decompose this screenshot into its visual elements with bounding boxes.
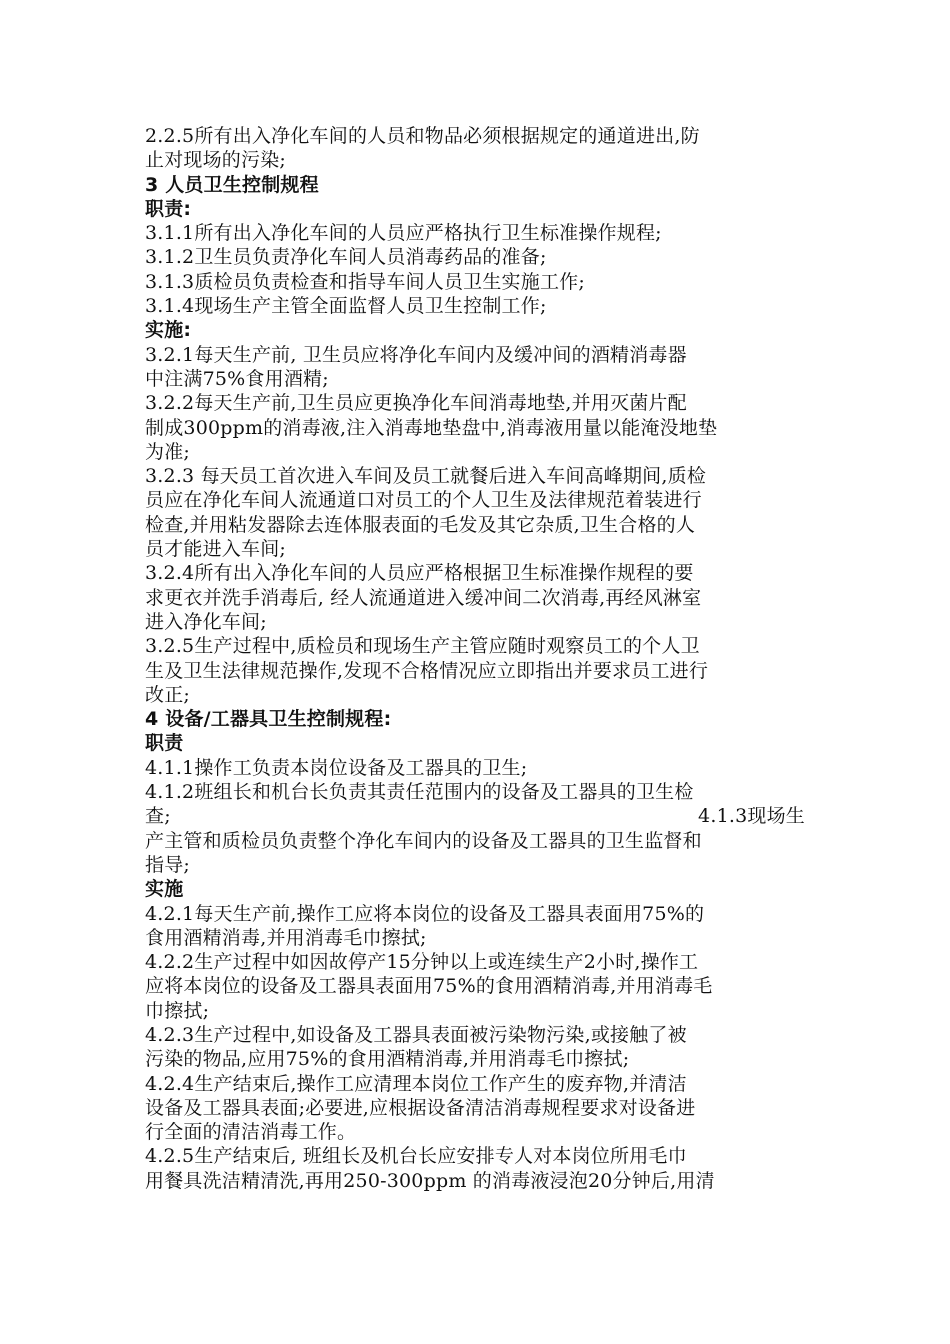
text-line: 4.1.1操作工负责本岗位设备及工器具的卫生; <box>145 756 528 779</box>
subsection-heading: 职责 <box>145 732 184 755</box>
text-line: 中注满75%食用酒精; <box>145 367 329 390</box>
text-line: 3.2.3 每天员工首次进入车间及员工就餐后进入车间高峰期间,质检 <box>145 465 707 488</box>
text-line: 进入净化车间; <box>145 610 267 633</box>
text-line: 4.2.2生产过程中如因故停产15分钟以上或连续生产2小时,操作工 <box>145 951 699 974</box>
text-line: 3.2.2每天生产前,卫生员应更换净化车间消毒地垫,并用灭菌片配 <box>145 392 687 415</box>
text-line: 4.1.2班组长和机台长负责其责任范围内的设备及工器具的卫生检 <box>145 781 694 804</box>
text-line: 员应在净化车间人流通道口对员工的个人卫生及法律规范着装进行 <box>145 489 702 512</box>
text-line: 4.2.4生产结束后,操作工应清理本岗位工作产生的废弃物,并清洁 <box>145 1072 687 1095</box>
text-line: 3.2.1每天生产前, 卫生员应将净化车间内及缓冲间的酒精消毒器 <box>145 343 687 366</box>
text-line: 改正; <box>145 683 191 706</box>
text-line: 巾擦拭; <box>145 999 210 1022</box>
text-line: 指导; <box>145 853 191 876</box>
text-line: 行全面的清洁消毒工作。 <box>145 1121 357 1144</box>
document-page <box>145 124 805 1193</box>
text-line: 员才能进入车间; <box>145 538 287 561</box>
text-line: 产主管和质检员负责整个净化车间内的设备及工器具的卫生监督和 <box>145 829 702 852</box>
text-line: 止对现场的污染; <box>145 149 287 172</box>
text-line: 应将本岗位的设备及工器具表面用75%的食用酒精消毒,并用消毒毛 <box>145 975 713 998</box>
text-line: 食用酒精消毒,并用消毒毛巾擦拭; <box>145 926 427 949</box>
text-line: 3.1.3质检员负责检查和指导车间人员卫生实施工作; <box>145 270 585 293</box>
text-line: 设备及工器具表面;必要进,应根据设备清洁消毒规程要求对设备进 <box>145 1096 696 1119</box>
text-line: 3.1.4现场生产主管全面监督人员卫生控制工作; <box>145 295 547 318</box>
text-line: 4.2.1每天生产前,操作工应将本岗位的设备及工器具表面用75%的 <box>145 902 705 925</box>
text-line: 4.2.3生产过程中,如设备及工器具表面被污染物污染,或接触了被 <box>145 1023 687 1046</box>
subsection-heading: 实施: <box>145 319 192 342</box>
text-line: 求更衣并洗手消毒后, 经人流通道进入缓冲间二次消毒,再经风淋室 <box>145 586 702 609</box>
subsection-heading: 实施 <box>145 878 184 901</box>
text-fragment: 4.1.3现场生 <box>698 805 805 828</box>
text-line: 生及卫生法律规范操作,发现不合格情况应立即指出并要求员工进行 <box>145 659 709 682</box>
text-line: 用餐具洗洁精清洗,再用250-300ppm 的消毒液浸泡20分钟后,用清 <box>145 1169 715 1192</box>
text-line: 为准; <box>145 440 191 463</box>
text-line: 4.2.5生产结束后, 班组长及机台长应安排专人对本岗位所用毛巾 <box>145 1145 687 1168</box>
section-heading: 3 人员卫生控制规程 <box>145 173 319 196</box>
text-line: 3.1.1所有出入净化车间的人员应严格执行卫生标准操作规程; <box>145 222 662 245</box>
subsection-heading: 职责: <box>145 197 192 220</box>
text-line: 3.2.5生产过程中,质检员和现场生产主管应随时观察员工的个人卫 <box>145 635 700 658</box>
text-line: 3.1.2卫生员负责净化车间人员消毒药品的准备; <box>145 246 547 269</box>
section-heading: 4 设备/工器具卫生控制规程: <box>145 708 392 731</box>
text-line: 3.2.4所有出入净化车间的人员应严格根据卫生标准操作规程的要 <box>145 562 694 585</box>
text-line-split <box>145 804 805 828</box>
text-line: 2.2.5所有出入净化车间的人员和物品必须根据规定的通道进出,防 <box>145 125 700 147</box>
text-fragment: 查; <box>145 805 171 828</box>
text-line: 污染的物品,应用75%的食用酒精消毒,并用消毒毛巾擦拭; <box>145 1048 630 1071</box>
text-line: 制成300ppm的消毒液,注入消毒地垫盘中,消毒液用量以能淹没地垫 <box>145 416 718 439</box>
text-line: 检查,并用粘发器除去连体服表面的毛发及其它杂质,卫生合格的人 <box>145 513 696 536</box>
